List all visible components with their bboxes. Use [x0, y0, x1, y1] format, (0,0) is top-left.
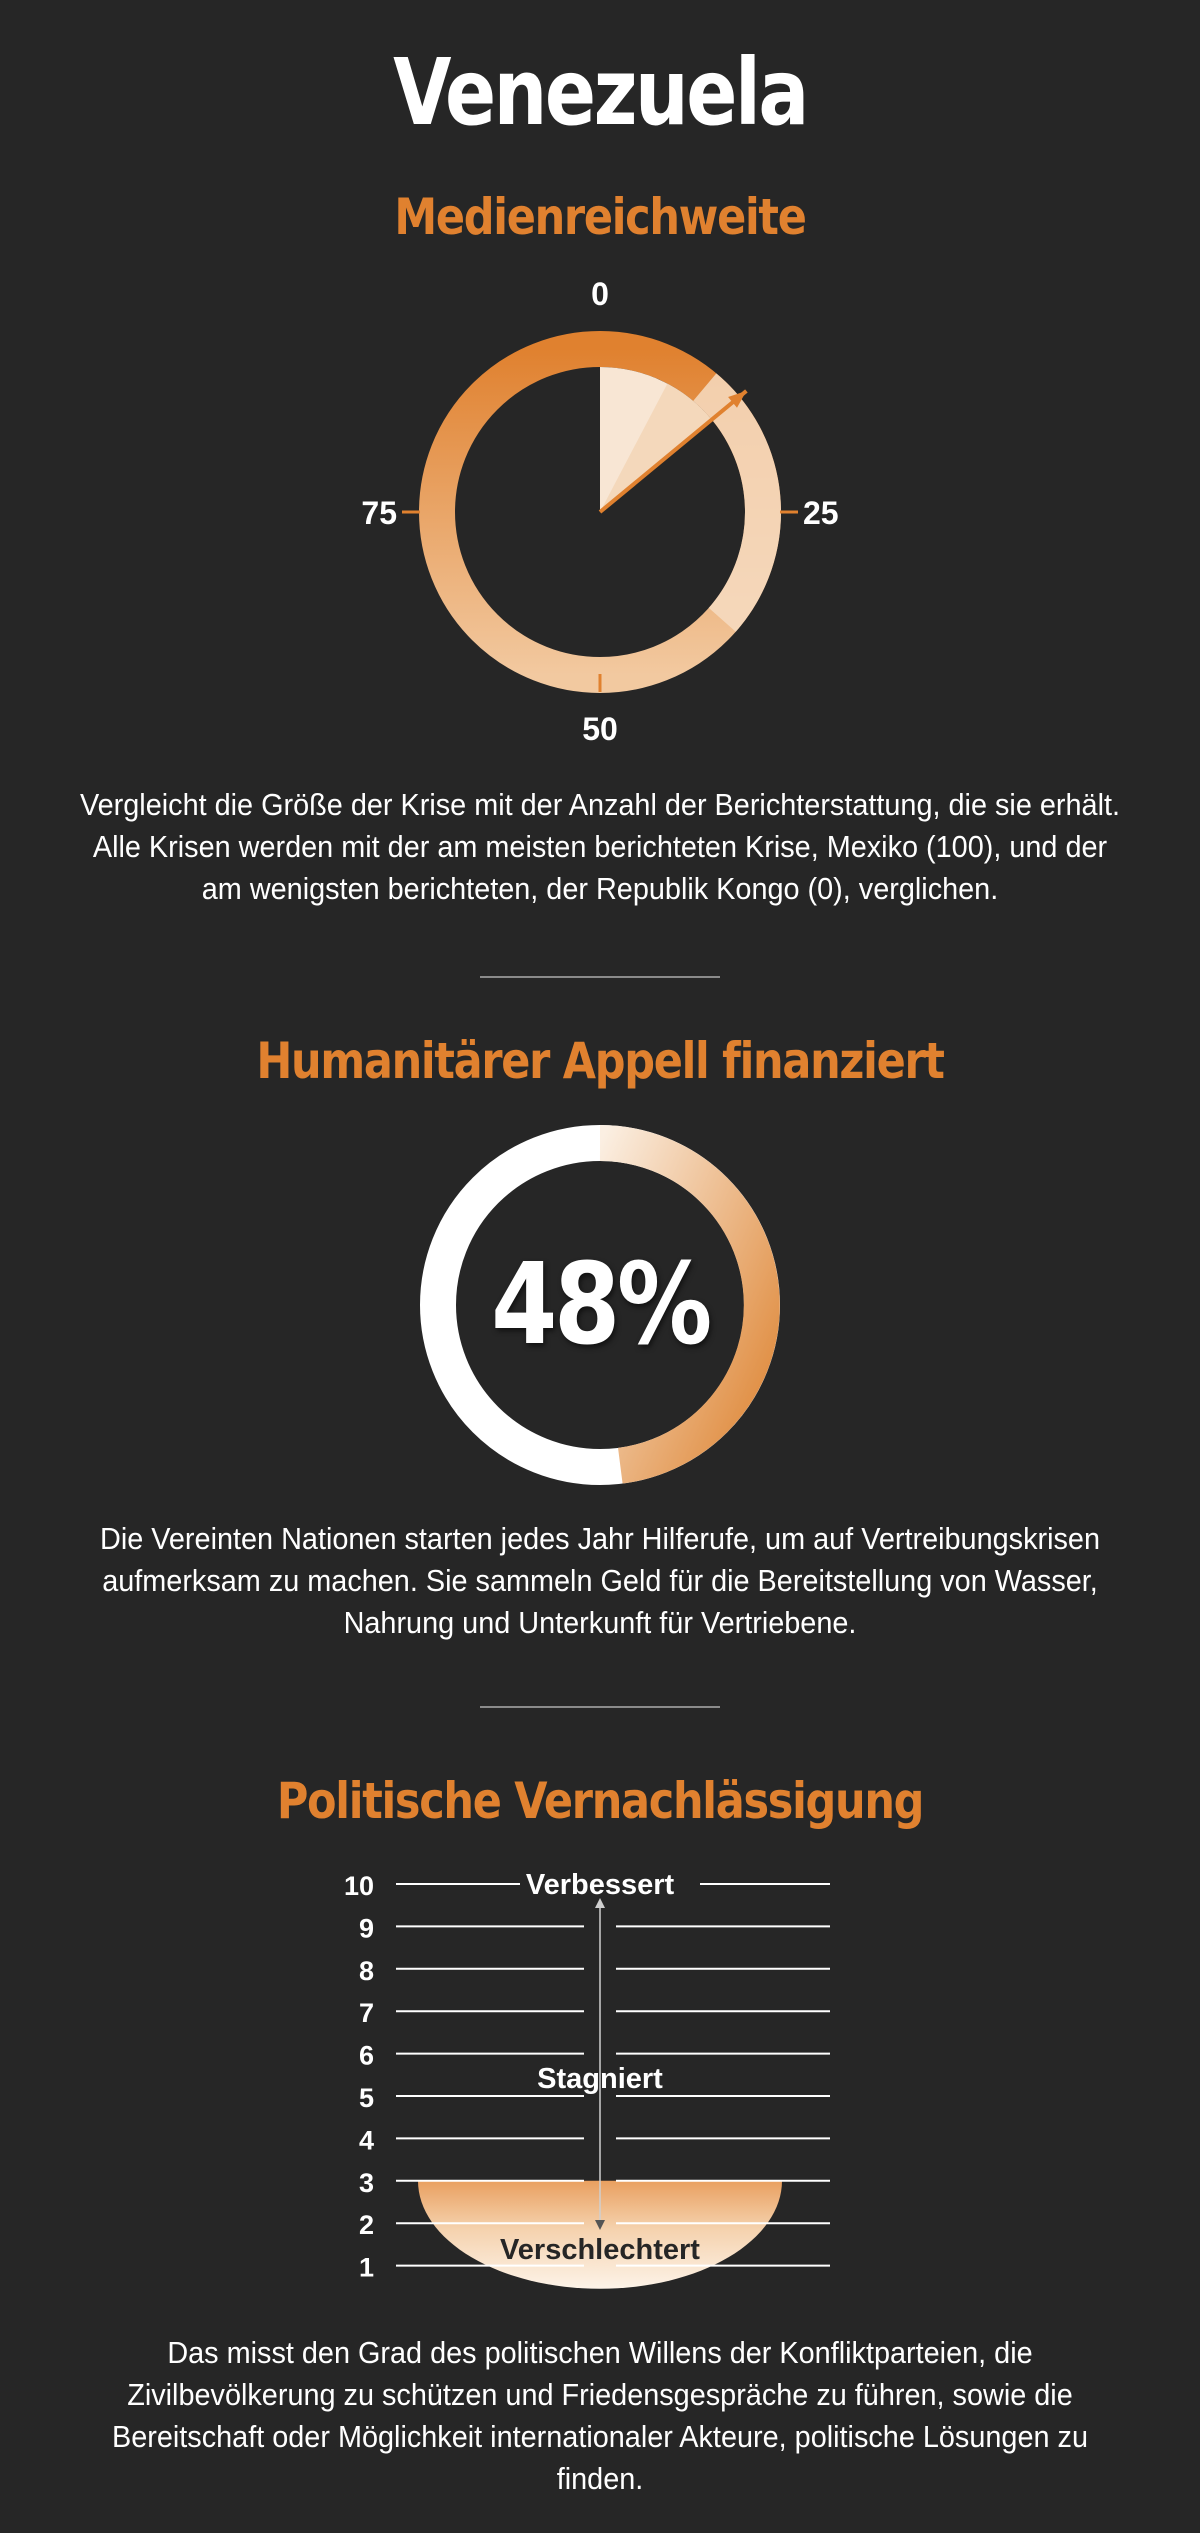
- neglect-scale-number: 1: [358, 2252, 374, 2283]
- appeal-title: Humanitärer Appell finanziert: [256, 1032, 944, 1090]
- section-divider-2: [480, 1706, 720, 1708]
- neglect-scale-number: 9: [358, 1913, 374, 1944]
- neglect-label-improved: Verbessert: [525, 1869, 675, 1901]
- media-tick-label-75: 75: [361, 495, 397, 531]
- neglect-scale-number: 10: [343, 1871, 374, 1901]
- neglect-scale-number: 5: [358, 2083, 374, 2113]
- country-title: Venezuela: [393, 39, 807, 146]
- media-tick-label-50: 50: [582, 711, 618, 747]
- neglect-scale-number: 8: [358, 1955, 374, 1986]
- media-tick-label-25: 25: [803, 495, 839, 531]
- neglect-label-stagnant: Stagniert: [537, 2063, 663, 2095]
- media-reach-gauge: [340, 270, 860, 760]
- media-tick-label-0: 0: [591, 276, 609, 312]
- neglect-scale-numbers: [344, 1871, 374, 2283]
- neglect-scale-chart: [330, 1850, 870, 2300]
- neglect-scale-number: 2: [358, 2210, 374, 2241]
- neglect-title: Politische Vernachlässigung: [276, 1772, 924, 1830]
- section-divider-1: [480, 976, 720, 978]
- neglect-scale-number: 6: [358, 2040, 374, 2071]
- media-reach-description: Vergleicht die Größe der Krise mit der Anzahl der Berichterstattung, die sie erhält. Alle Krisen werden mit der am meisten berichteten Krise, Mexiko (100), und der am wenigsten berichteten, der Republik Kongo (0), verglichen.: [79, 787, 1121, 906]
- appeal-percentage: 48%: [491, 1240, 709, 1370]
- neglect-description: Das misst den Grad des politischen Willens der Konfliktparteien, die Zivilbevölkerung zu schützen und Friedensgespräche zu führen, sowie die Bereitschaft oder Möglichkeit internationaler Akteure, politische Lösungen zu finden.: [111, 2335, 1088, 2496]
- neglect-scale-number: 4: [358, 2125, 374, 2156]
- neglect-scale-number: 7: [358, 1998, 374, 2029]
- neglect-scale-number: 3: [358, 2167, 374, 2198]
- appeal-description: Die Vereinten Nationen starten jedes Jahr Hilferufe, um auf Vertreibungskrisen aufmerksam zu machen. Sie sammeln Geld für die Bereitstellung von Wasser, Nahrung und Unterkunft für Vertriebene.: [99, 1521, 1100, 1640]
- media-reach-title: Medienreichweite: [394, 188, 806, 246]
- neglect-label-worsened: Verschlechtert: [500, 2234, 700, 2266]
